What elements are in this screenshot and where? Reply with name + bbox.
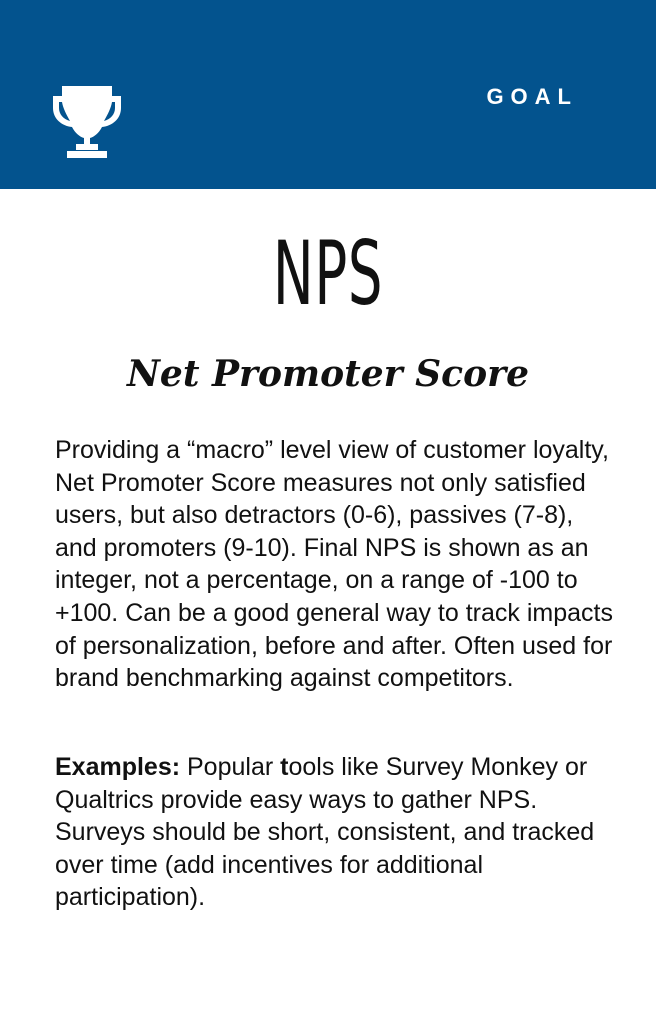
card-title: NPS bbox=[272, 222, 384, 325]
examples-text: ools like Survey Monkey or Qualtrics provide easy ways to gather NPS. Surveys should be short, consistent, and tracked over time (add incentives for additional participation). bbox=[55, 753, 595, 912]
card-subtitle: Net Promoter Score bbox=[127, 353, 529, 395]
card-header bbox=[0, 0, 656, 189]
description-paragraph: Providing a “macro” level view of customer loyalty, Net Promoter Score measures not only satisfied users, but also detractors (0-6), passives (7-8), and promoters (9-10). Final NPS is shown as an integer, not a percentage, on a range of -100 to +100. Can be a good general way to track impacts of personalization, before and after. Often used for brand benchmarking against competitors. bbox=[55, 436, 613, 693]
goal-label: GOAL bbox=[486, 84, 578, 109]
examples-paragraph bbox=[55, 751, 615, 914]
trophy-icon bbox=[53, 84, 121, 158]
examples-label: Examples: bbox=[55, 753, 181, 781]
examples-bold-letter: t bbox=[280, 753, 289, 781]
examples-prefix: Popular bbox=[180, 753, 281, 781]
